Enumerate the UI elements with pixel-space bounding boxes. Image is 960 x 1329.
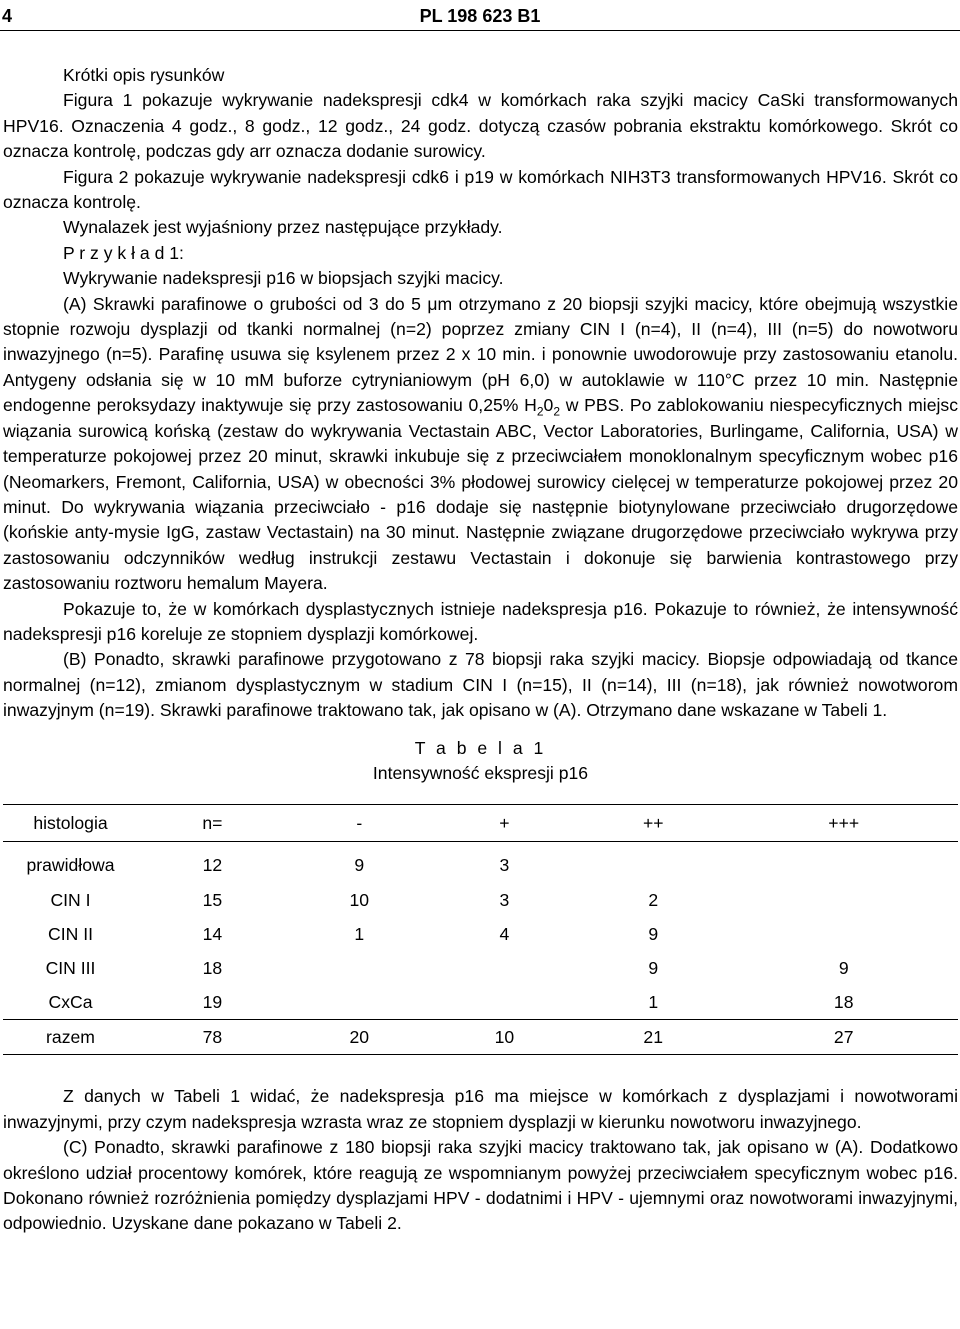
page-header — [0, 6, 960, 31]
table-cell — [432, 951, 577, 985]
table-total-cell: 10 — [432, 1020, 577, 1055]
table-row — [3, 985, 958, 1020]
paragraph-table-conclusion: Z danych w Tabeli 1 widać, że nadekspresja p16 ma miejsce w komórkach z dysplazjami i nowotworami inwazyjnymi, przy czym nadekspresja wzrasta wraz ze stopniem dysplazji w kierunku nowotworu inwazyjnego. — [3, 1086, 958, 1132]
example-title: Wykrywanie nadekspresji p16 w biopsjach szyjki macicy. — [63, 268, 504, 289]
table-cell — [729, 842, 958, 884]
table-cell: 9 — [838, 957, 849, 978]
document-body — [3, 63, 958, 1237]
table-cell: 18 — [833, 991, 854, 1012]
paragraph-a — [3, 292, 958, 597]
table-cell: 4 — [499, 923, 510, 944]
paragraph-a-continued: w PBS. Po zablokowaniu niespecyficznych miejsc wiązania surowicą końską (zestaw do wykrywania Vectastain ABC, Vector Laboratories, Burlingame, California, USA) w temperaturze pokojowej przez 20 minut, skrawki inkubuje się z przeciwciałem monoklonalnym specyficznym wobec p16 (Neomarkers, Fremont, California, USA) w obecności 3% płodowej surowicy cielęcej w temperaturze pokojowej przez 20 minut. Do wykrywania wiązania przeciwciało - p16 dodaje się następnie biotynylowane przeciwciało drugorzędowe (końskie anty-mysie IgG, zastaw Vectastain) na 30 minut. Następnie związane drugorzędowe przeciwciało wykrywa przy zastosowaniu odczynników według instrukcji zestawu Vectastain i dokonuje się barwienia kontrastowego przy zastosowaniu roztworu hemalum Mayera. — [3, 395, 958, 594]
table-cell — [432, 985, 577, 1020]
paragraph-conclusion: Pokazuje to, że w komórkach dysplastycznych istnieje nadekspresja p16. Pokazuje to również, że intensywność nadekspresji p16 koreluje ze stopniem dysplazji komórkowej. — [3, 598, 958, 644]
table-title: T a b e l a 1 — [414, 737, 547, 758]
table-cell: 19 — [202, 991, 223, 1012]
table-cell: 9 — [354, 855, 365, 876]
table-total-cell: razem — [3, 1020, 138, 1055]
table-cell: 1 — [354, 923, 365, 944]
data-table — [3, 804, 958, 1055]
table-header-cell: + — [432, 805, 577, 842]
subscript-2b: 2 — [553, 404, 560, 419]
document-id: PL 198 623 B1 — [419, 6, 541, 26]
table-header-cell: ++ — [577, 805, 729, 842]
table-cell: prawidłowa — [26, 855, 115, 876]
table-subtitle: Intensywność ekspresji p16 — [372, 762, 589, 783]
table-row — [3, 842, 958, 884]
section-heading: Krótki opis rysunków — [63, 65, 225, 85]
paragraph-figure-2: Figura 2 pokazuje wykrywanie nadekspresji cdk6 i p19 w komórkach NIH3T3 transformowanych HPV16. Skrót co oznacza kontrolę. — [3, 166, 958, 213]
table-cell: CxCa — [48, 991, 93, 1012]
table-total-cell: 20 — [287, 1020, 432, 1055]
table-header-row — [3, 805, 958, 842]
table-header-cell: +++ — [729, 805, 958, 842]
table-cell — [287, 985, 432, 1020]
table-cell: 3 — [499, 889, 510, 910]
table-cell: 9 — [648, 923, 659, 944]
table-cell: 18 — [202, 957, 223, 978]
table-total-row — [3, 1020, 958, 1055]
table-header-cell: n= — [138, 805, 287, 842]
table-cell: 15 — [202, 889, 223, 910]
table-header-cell: histologia — [3, 805, 138, 842]
table-cell — [287, 951, 432, 985]
table-total-cell: 21 — [577, 1020, 729, 1055]
example-heading: P r z y k ł a d 1: — [63, 242, 184, 263]
paragraph-figure-1: Figura 1 pokazuje wykrywanie nadekspresji cdk4 w komórkach raka szyjki macicy CaSki transformowanych HPV16. Oznaczenia 4 godz., 8 godz., 12 godz., 24 godz. dotyczą czasów pobrania ekstraktu komórkowego. Skrót co oznacza kontrolę, podczas gdy arr oznacza dodanie surowicy. — [3, 90, 958, 162]
formula-zero: 0 — [543, 395, 554, 416]
table-cell: 2 — [648, 889, 659, 910]
table-cell — [729, 917, 958, 951]
table-cell: 1 — [648, 991, 659, 1012]
table-cell: 12 — [202, 855, 223, 876]
table-header-cell: - — [287, 805, 432, 842]
paragraph-c: (C) Ponadto, skrawki parafinowe z 180 biopsji raka szyjki macicy traktowano tak, jak opisano w (A). Dodatkowo określono udział procentowy komórek, które reagują ze wspomnianym powyżej przeciwciałem specyficznym wobec p16. Dokonano również rozróżnienia pomiędzy dysplazjami HPV - dodatnimi i HPV - ujemnymi oraz nowotworami inwazyjnymi, odpowiednio. Uzyskane dane pokazano w Tabeli 2. — [3, 1137, 958, 1234]
table-cell: CIN I — [50, 889, 91, 910]
table-row — [3, 917, 958, 951]
table-cell: 3 — [499, 855, 510, 876]
subscript-2: 2 — [536, 404, 544, 419]
table-cell: 10 — [349, 889, 370, 910]
table-cell: CIN II — [48, 923, 93, 944]
table-total-cell: 27 — [729, 1020, 958, 1055]
page-number: 4 — [2, 6, 13, 26]
table-total-cell: 78 — [138, 1020, 287, 1055]
paragraph-b: (B) Ponadto, skrawki parafinowe przygotowano z 78 biopsji raka szyjki macicy. Biopsje odpowiadają od tkance normalnej (n=12), zmianom dysplastycznym w stadium CIN I (n=15), II (n=14), III (n=18), jak również nowotworom inwazyjnym (n=19). Skrawki parafinowe traktowano tak, jak opisano w (A). Otrzymano dane wskazane w Tabeli 1. — [3, 649, 958, 721]
paragraph-a-text: (A) Skrawki parafinowe o grubości od 3 do 5 μm otrzymano z 20 biopsji szyjki macicy, które obejmują wszystkie stopnie rozwoju dysplazji od tkanki normalnej (n=2) poprzez zmiany CIN I (n=4), II (n=4), III (n=5) do nowotworu inwazyjnego (n=5). Parafinę usuwa się ksylenem przez 2 x 10 min. i ponownie uwodorowuje przy zastosowaniu etanolu. Antygeny odsłania się w 10 mM buforze cytrynianiowym (pH 6,0) w autoklawie w 110°C przez 10 min. Następnie endogenne peroksydazy inaktywuje się przy zastosowaniu 0,25% H — [3, 293, 958, 416]
table-cell: 9 — [648, 957, 659, 978]
paragraph-intro: Wynalazek jest wyjaśniony przez następujące przykłady. — [63, 217, 503, 238]
table-cell — [577, 842, 729, 884]
table-cell — [729, 883, 958, 917]
table-row — [3, 883, 958, 917]
table-cell: CIN III — [45, 957, 96, 978]
table-row — [3, 951, 958, 985]
table-cell: 14 — [202, 923, 223, 944]
